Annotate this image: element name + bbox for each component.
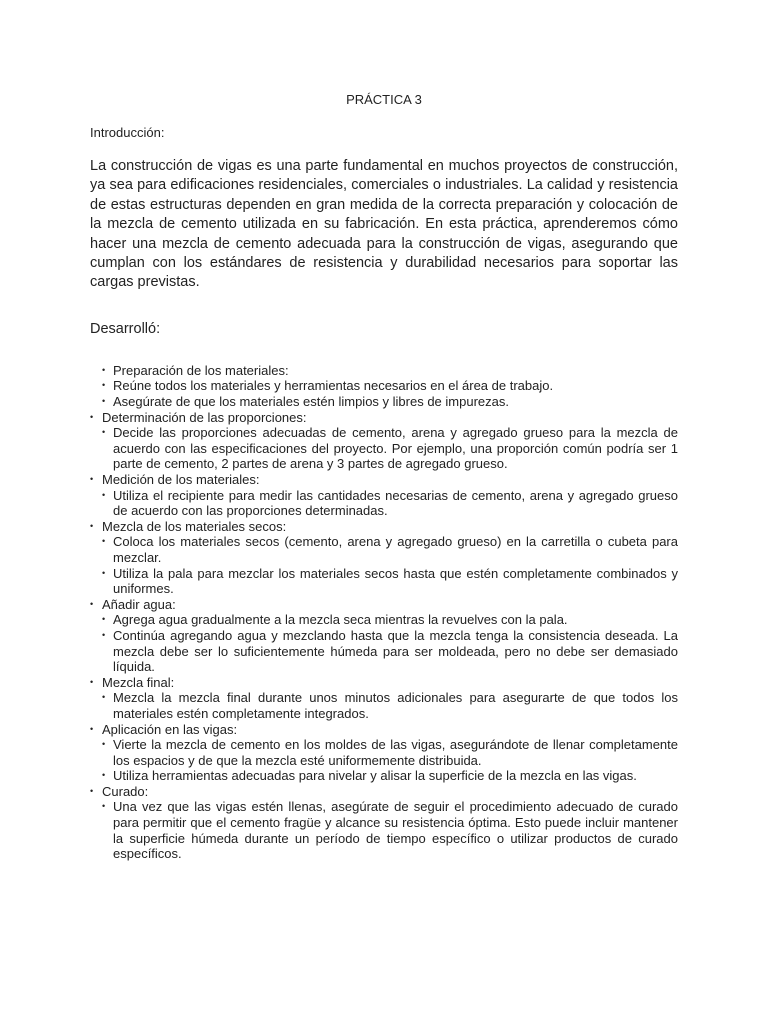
step-item (90, 597, 678, 613)
bullet-icon: • (102, 770, 106, 781)
list-item-text: Asegúrate de que los materiales estén limpios y libres de impurezas. (113, 394, 509, 410)
list-item-text: Decide las proporciones adecuadas de cemento, arena y agregado grueso para la mezcla de acuerdo con las especificaciones del proyecto. Por ejemplo, una proporción común podría ser 1 parte de cemento, 2 partes de arena y 3 partes de agregado grueso. (113, 425, 678, 472)
bullet-icon: • (90, 411, 94, 422)
bullet-icon: • (102, 801, 106, 812)
list-item (90, 566, 678, 597)
document-title: PRÁCTICA 3 (346, 92, 422, 107)
bullet-icon: • (90, 785, 94, 796)
list-item (90, 488, 678, 519)
bullet-icon: • (90, 520, 94, 531)
bullet-icon: • (90, 598, 94, 609)
list-item (90, 612, 678, 628)
step-item (90, 722, 678, 738)
step-title: Mezcla final: (102, 674, 175, 690)
bullet-icon: • (102, 567, 106, 578)
list-item (90, 628, 678, 675)
list-item-text: Utiliza el recipiente para medir las cantidades necesarias de cemento, arena y agregado grueso de acuerdo con las proporciones determinadas. (113, 487, 678, 519)
list-item-text: Preparación de los materiales: (113, 362, 289, 378)
intro-heading: Introducción: (90, 125, 165, 140)
list-item (90, 363, 678, 379)
intro-paragraph: La construcción de vigas es una parte fundamental en muchos proyectos de construcción, ya sea para edificaciones residenciales, comerciales o industriales. La calidad y resistencia de estas estructuras dependen en gran medida de la correcta preparación y colocación de la mezcla de cemento utilizada en su fabricación. En esta práctica, aprenderemos cómo hacer una mezcla de cemento adecuada para la construcción de vigas, asegurando que cumplan con los estándares de resistencia y durabilidad necesarios para soportar las cargas previstas. (90, 158, 678, 291)
initial-items (90, 363, 678, 410)
list-item-text: Utiliza herramientas adecuadas para nivelar y alisar la superficie de la mezcla en las vigas. (113, 768, 637, 784)
step-title: Medición de los materiales: (102, 472, 260, 487)
step-title: Aplicación en las vigas: (102, 721, 238, 737)
bullet-icon: • (90, 723, 94, 734)
bullet-icon: • (102, 489, 106, 500)
list-item-text: Utiliza la pala para mezclar los materiales secos hasta que estén completamente combinados y uniformes. (113, 565, 678, 597)
list-item-text: Continúa agregando agua y mezclando hasta que la mezcla tenga la consistencia deseada. La mezcla debe ser lo suficientemente húmeda para ser moldeada, pero no debe ser demasiado líquida. (113, 627, 678, 675)
list-item-text: Coloca los materiales secos (cemento, arena y agregado grueso) en la carretilla o cubeta para mezclar. (113, 534, 678, 565)
bullet-icon: • (90, 474, 94, 484)
bullet-icon: • (102, 614, 106, 625)
step-item (90, 410, 678, 426)
list-item (90, 690, 678, 721)
step-item (90, 784, 678, 800)
list-item (90, 534, 678, 565)
bullet-icon: • (102, 692, 106, 703)
step-title: Mezcla de los materiales secos: (102, 518, 287, 534)
list-item (90, 425, 678, 472)
step-title: Curado: (102, 783, 149, 799)
step-item (90, 472, 678, 488)
list-item-text: Mezcla la mezcla final durante unos minutos adicionales para asegurarte de que todos los materiales estén completamente integrados. (113, 690, 678, 721)
bullet-icon: • (102, 396, 106, 407)
list-item (90, 737, 678, 768)
development-heading: Desarrolló: (90, 320, 161, 337)
list-item-text: Agrega agua gradualmente a la mezcla seca mientras la revuelves con la pala. (113, 612, 568, 628)
step-item (90, 675, 678, 691)
bullet-icon: • (90, 676, 94, 687)
bullet-icon: • (102, 427, 106, 438)
list-item (90, 394, 678, 410)
list-item-text: Una vez que las vigas estén llenas, asegúrate de seguir el procedimiento adecuado de curado para permitir que el cemento fragüe y alcance su resistencia óptima. Esto puede incluir mantener la superficie húmeda durante un período de tiempo específico o utilizar productos de curado específicos. (113, 799, 678, 862)
step-item (90, 519, 678, 535)
step-title: Añadir agua: (102, 596, 176, 612)
bullet-icon: • (102, 380, 106, 391)
list-item-text: Reúne todos los materiales y herramientas necesarios en el área de trabajo. (113, 378, 554, 394)
list-item (90, 768, 678, 784)
bullet-icon: • (102, 739, 106, 750)
step-title: Determinación de las proporciones: (102, 409, 307, 425)
bullet-icon: • (102, 629, 106, 640)
steps-list (90, 410, 678, 862)
list-item (90, 799, 678, 861)
bullet-icon: • (102, 364, 106, 375)
list-item (90, 378, 678, 394)
list-item-text: Vierte la mezcla de cemento en los moldes de las vigas, asegurándote de llenar completamente los espacios y de que la mezcla esté uniformemente distribuida. (113, 737, 678, 768)
bullet-icon: • (102, 536, 106, 547)
